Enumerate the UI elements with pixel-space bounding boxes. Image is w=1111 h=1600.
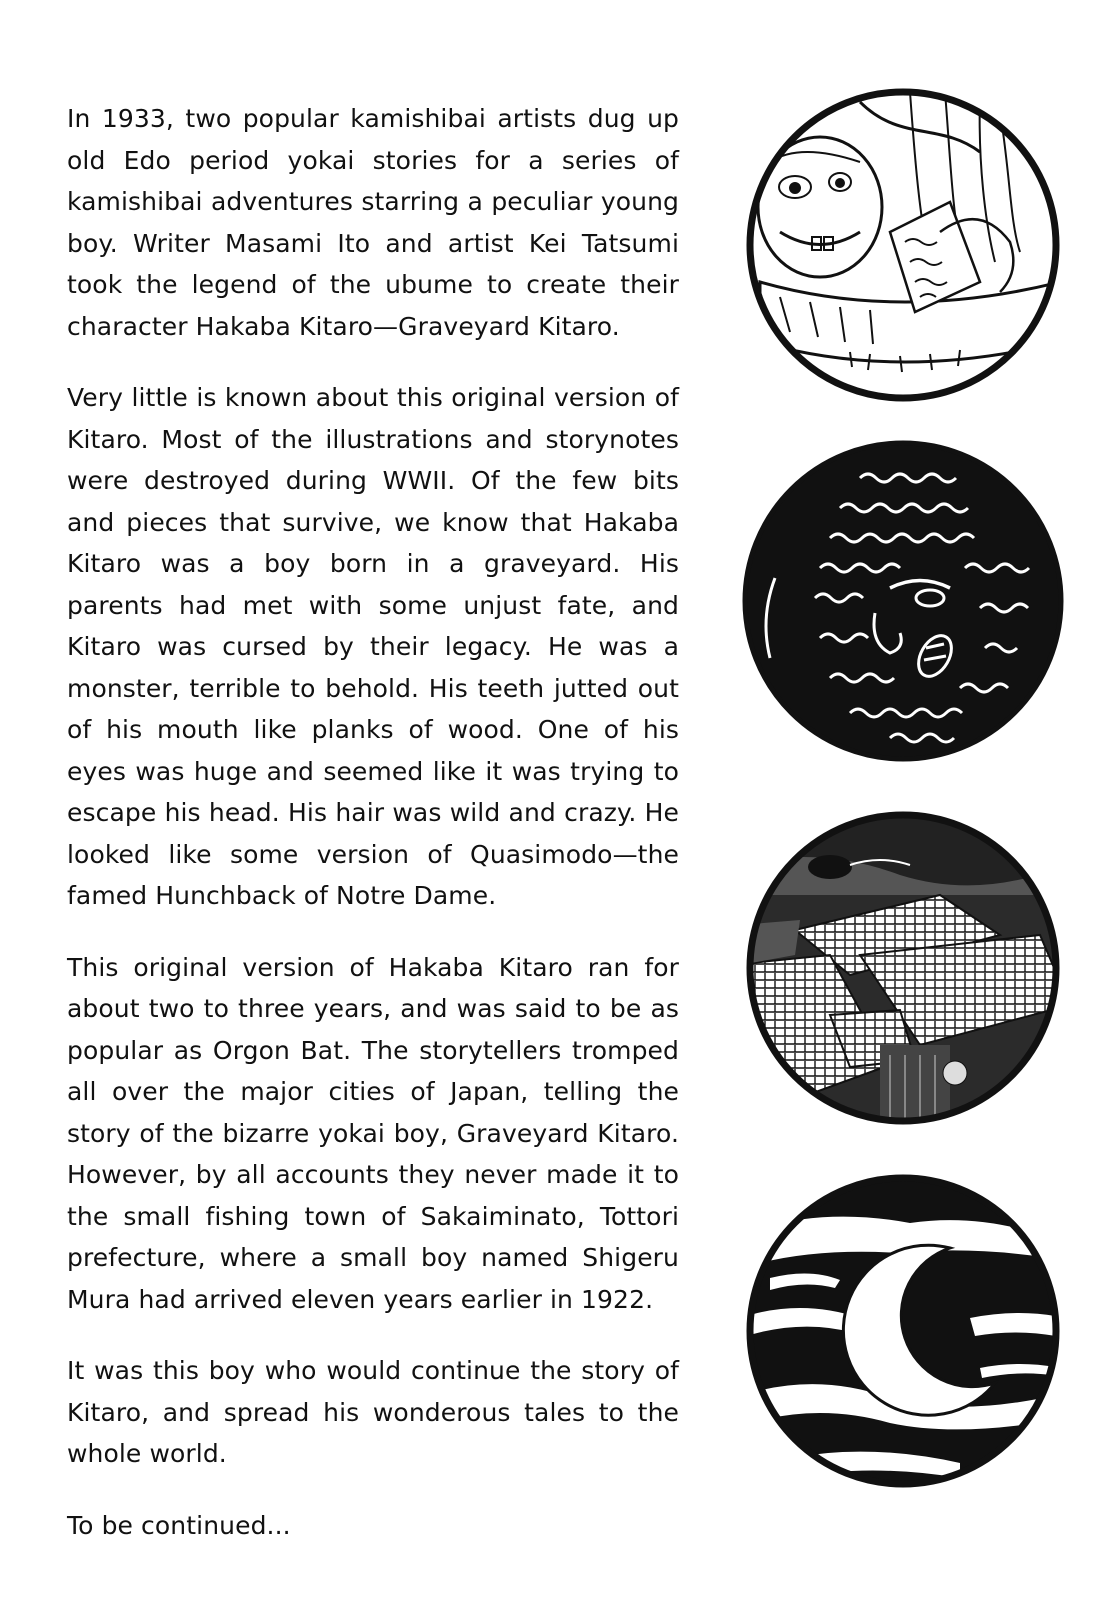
paragraph-3: This original version of Hakaba Kitaro ran for about two to three years, and was said to be as popular as Orgon Bat. The storytellers tromped all over the major cities of Japan, telling the story of the bizarre yokai boy, Graveyard Kitaro. However, by all accounts they never made it to the small fishing town of Sakaiminato, Tottori prefecture, where a small boy named Shigeru Mura had arrived eleven years earlier in 1922. — [67, 952, 679, 1314]
paragraph-4: It was this boy who would continue the story of Kitaro, and spread his wonderous tales to the whole world. — [67, 1356, 679, 1468]
illustration-yokai-face — [740, 82, 1066, 408]
paragraph-2: Very little is known about this original version of Kitaro. Most of the illustrations and storynotes were destroyed during WWII. Of the few bits and pieces that survive, we know that Hakaba Kitaro was a boy born in a graveyard. His parents had met with some unjust fate, and Kitaro was cursed by their legacy. He was a monster, terrible to behold. His teeth jutted out of his mouth like planks of wood. One of his eyes was huge and seemed like it was trying to escape his head. His hair was wild and crazy. He looked like some version of Quasimodo—the famed Hunchback of Notre Dame. — [67, 383, 679, 910]
article-text — [67, 98, 679, 1576]
paragraph-1: In 1933, two popular kamishibai artists dug up old Edo period yokai stories for a series of kamishibai adventures starring a peculiar young boy. Writer Masami Ito and artist Kei Tatsumi took the legend of the ubume to create their character Hakaba Kitaro—Graveyard Kitaro. — [67, 104, 679, 341]
illustration-crescent-moon — [740, 1168, 1066, 1494]
illustration-wild-hair-face — [740, 438, 1066, 764]
continued-note: To be continued... — [67, 1510, 291, 1540]
illustration-village-rooftops — [740, 805, 1066, 1131]
